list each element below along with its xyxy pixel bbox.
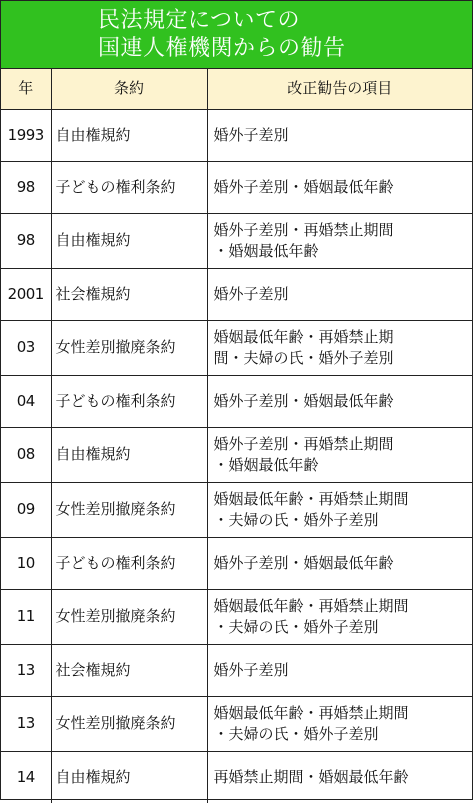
item-line: 婚姻最低年齢・再婚禁止期間 bbox=[213, 489, 409, 508]
cell-year: 11 bbox=[1, 589, 51, 644]
cell-items bbox=[207, 268, 472, 320]
header-row bbox=[1, 69, 472, 109]
item-line: 婚外子差別・再婚禁止期間 bbox=[213, 220, 394, 239]
cell-treaty: 女性差別撤廃条約 bbox=[51, 589, 207, 644]
item-line: 婚外子差別 bbox=[213, 660, 289, 679]
item-line: 間・夫婦の氏・婚外子差別 bbox=[213, 348, 394, 367]
cell-year: 08 bbox=[1, 427, 51, 482]
cell-treaty: 子どもの権利条約 bbox=[51, 375, 207, 427]
cell-items bbox=[207, 589, 472, 644]
cell-year: 03 bbox=[1, 320, 51, 375]
header-items: 改正勧告の項目 bbox=[207, 69, 472, 109]
table-row bbox=[1, 268, 472, 320]
cell-year: 98 bbox=[1, 213, 51, 268]
table-row bbox=[1, 213, 472, 268]
cell-treaty: 女性差別撤廃条約 bbox=[51, 696, 207, 751]
table-row bbox=[1, 109, 472, 161]
item-line: 婚外子差別・婚姻最低年齢 bbox=[213, 391, 394, 410]
recommendations-table bbox=[1, 69, 472, 803]
cell-year: 09 bbox=[1, 482, 51, 537]
title-line-2: 国連人権機関からの勧告 bbox=[98, 36, 346, 61]
title-line-1: 民法規定についての bbox=[98, 8, 301, 33]
cell-year: 13 bbox=[1, 644, 51, 696]
item-line: 婚姻最低年齢・再婚禁止期 bbox=[213, 327, 394, 346]
header-year: 年 bbox=[1, 69, 51, 109]
item-line: 婚外子差別 bbox=[213, 125, 289, 144]
title-banner bbox=[1, 1, 472, 69]
cell-treaty: 社会権規約 bbox=[51, 268, 207, 320]
item-line: ・夫婦の氏・婚外子差別 bbox=[213, 510, 379, 529]
item-line: 婚外子差別・婚姻最低年齢 bbox=[213, 177, 394, 196]
table-row bbox=[1, 320, 472, 375]
cell-treaty: 自由権規約 bbox=[51, 109, 207, 161]
cell-year: 98 bbox=[1, 161, 51, 213]
table-row bbox=[1, 375, 472, 427]
cell-treaty: 自由権規約 bbox=[51, 751, 207, 803]
cell-treaty: 子どもの権利条約 bbox=[51, 537, 207, 589]
cell-treaty: 自由権規約 bbox=[51, 213, 207, 268]
item-line: 婚外子差別・再婚禁止期間 bbox=[213, 434, 394, 453]
cell-items bbox=[207, 427, 472, 482]
table-row bbox=[1, 161, 472, 213]
table-row bbox=[1, 644, 472, 696]
table-row bbox=[1, 589, 472, 644]
table-row bbox=[1, 751, 472, 803]
cell-items bbox=[207, 375, 472, 427]
cell-items bbox=[207, 320, 472, 375]
item-line: 再婚禁止期間・婚姻最低年齢 bbox=[213, 767, 409, 786]
cell-items bbox=[207, 161, 472, 213]
cell-items bbox=[207, 644, 472, 696]
item-line: 婚姻最低年齢・再婚禁止期間 bbox=[213, 596, 409, 615]
table-row bbox=[1, 696, 472, 751]
table-row bbox=[1, 537, 472, 589]
table-row bbox=[1, 482, 472, 537]
cell-treaty: 女性差別撤廃条約 bbox=[51, 320, 207, 375]
table-body bbox=[1, 109, 472, 803]
header-treaty: 条約 bbox=[51, 69, 207, 109]
cell-treaty: 子どもの権利条約 bbox=[51, 161, 207, 213]
cell-year: 14 bbox=[1, 751, 51, 803]
cell-items bbox=[207, 696, 472, 751]
cell-items bbox=[207, 109, 472, 161]
cell-year: 04 bbox=[1, 375, 51, 427]
table-row bbox=[1, 427, 472, 482]
cell-items bbox=[207, 213, 472, 268]
cell-items bbox=[207, 751, 472, 803]
item-line: ・夫婦の氏・婚外子差別 bbox=[213, 617, 379, 636]
cell-year: 10 bbox=[1, 537, 51, 589]
cell-year: 1993 bbox=[1, 109, 51, 161]
cell-items bbox=[207, 537, 472, 589]
cell-treaty: 女性差別撤廃条約 bbox=[51, 482, 207, 537]
item-line: ・夫婦の氏・婚外子差別 bbox=[213, 724, 379, 743]
cell-items bbox=[207, 482, 472, 537]
item-line: 婚姻最低年齢・再婚禁止期間 bbox=[213, 703, 409, 722]
item-line: ・婚姻最低年齢 bbox=[213, 241, 319, 260]
cell-year: 2001 bbox=[1, 268, 51, 320]
cell-treaty: 自由権規約 bbox=[51, 427, 207, 482]
item-line: 婚外子差別・婚姻最低年齢 bbox=[213, 553, 394, 572]
cell-treaty: 社会権規約 bbox=[51, 644, 207, 696]
cell-year: 13 bbox=[1, 696, 51, 751]
item-line: ・婚姻最低年齢 bbox=[213, 455, 319, 474]
item-line: 婚外子差別 bbox=[213, 284, 289, 303]
